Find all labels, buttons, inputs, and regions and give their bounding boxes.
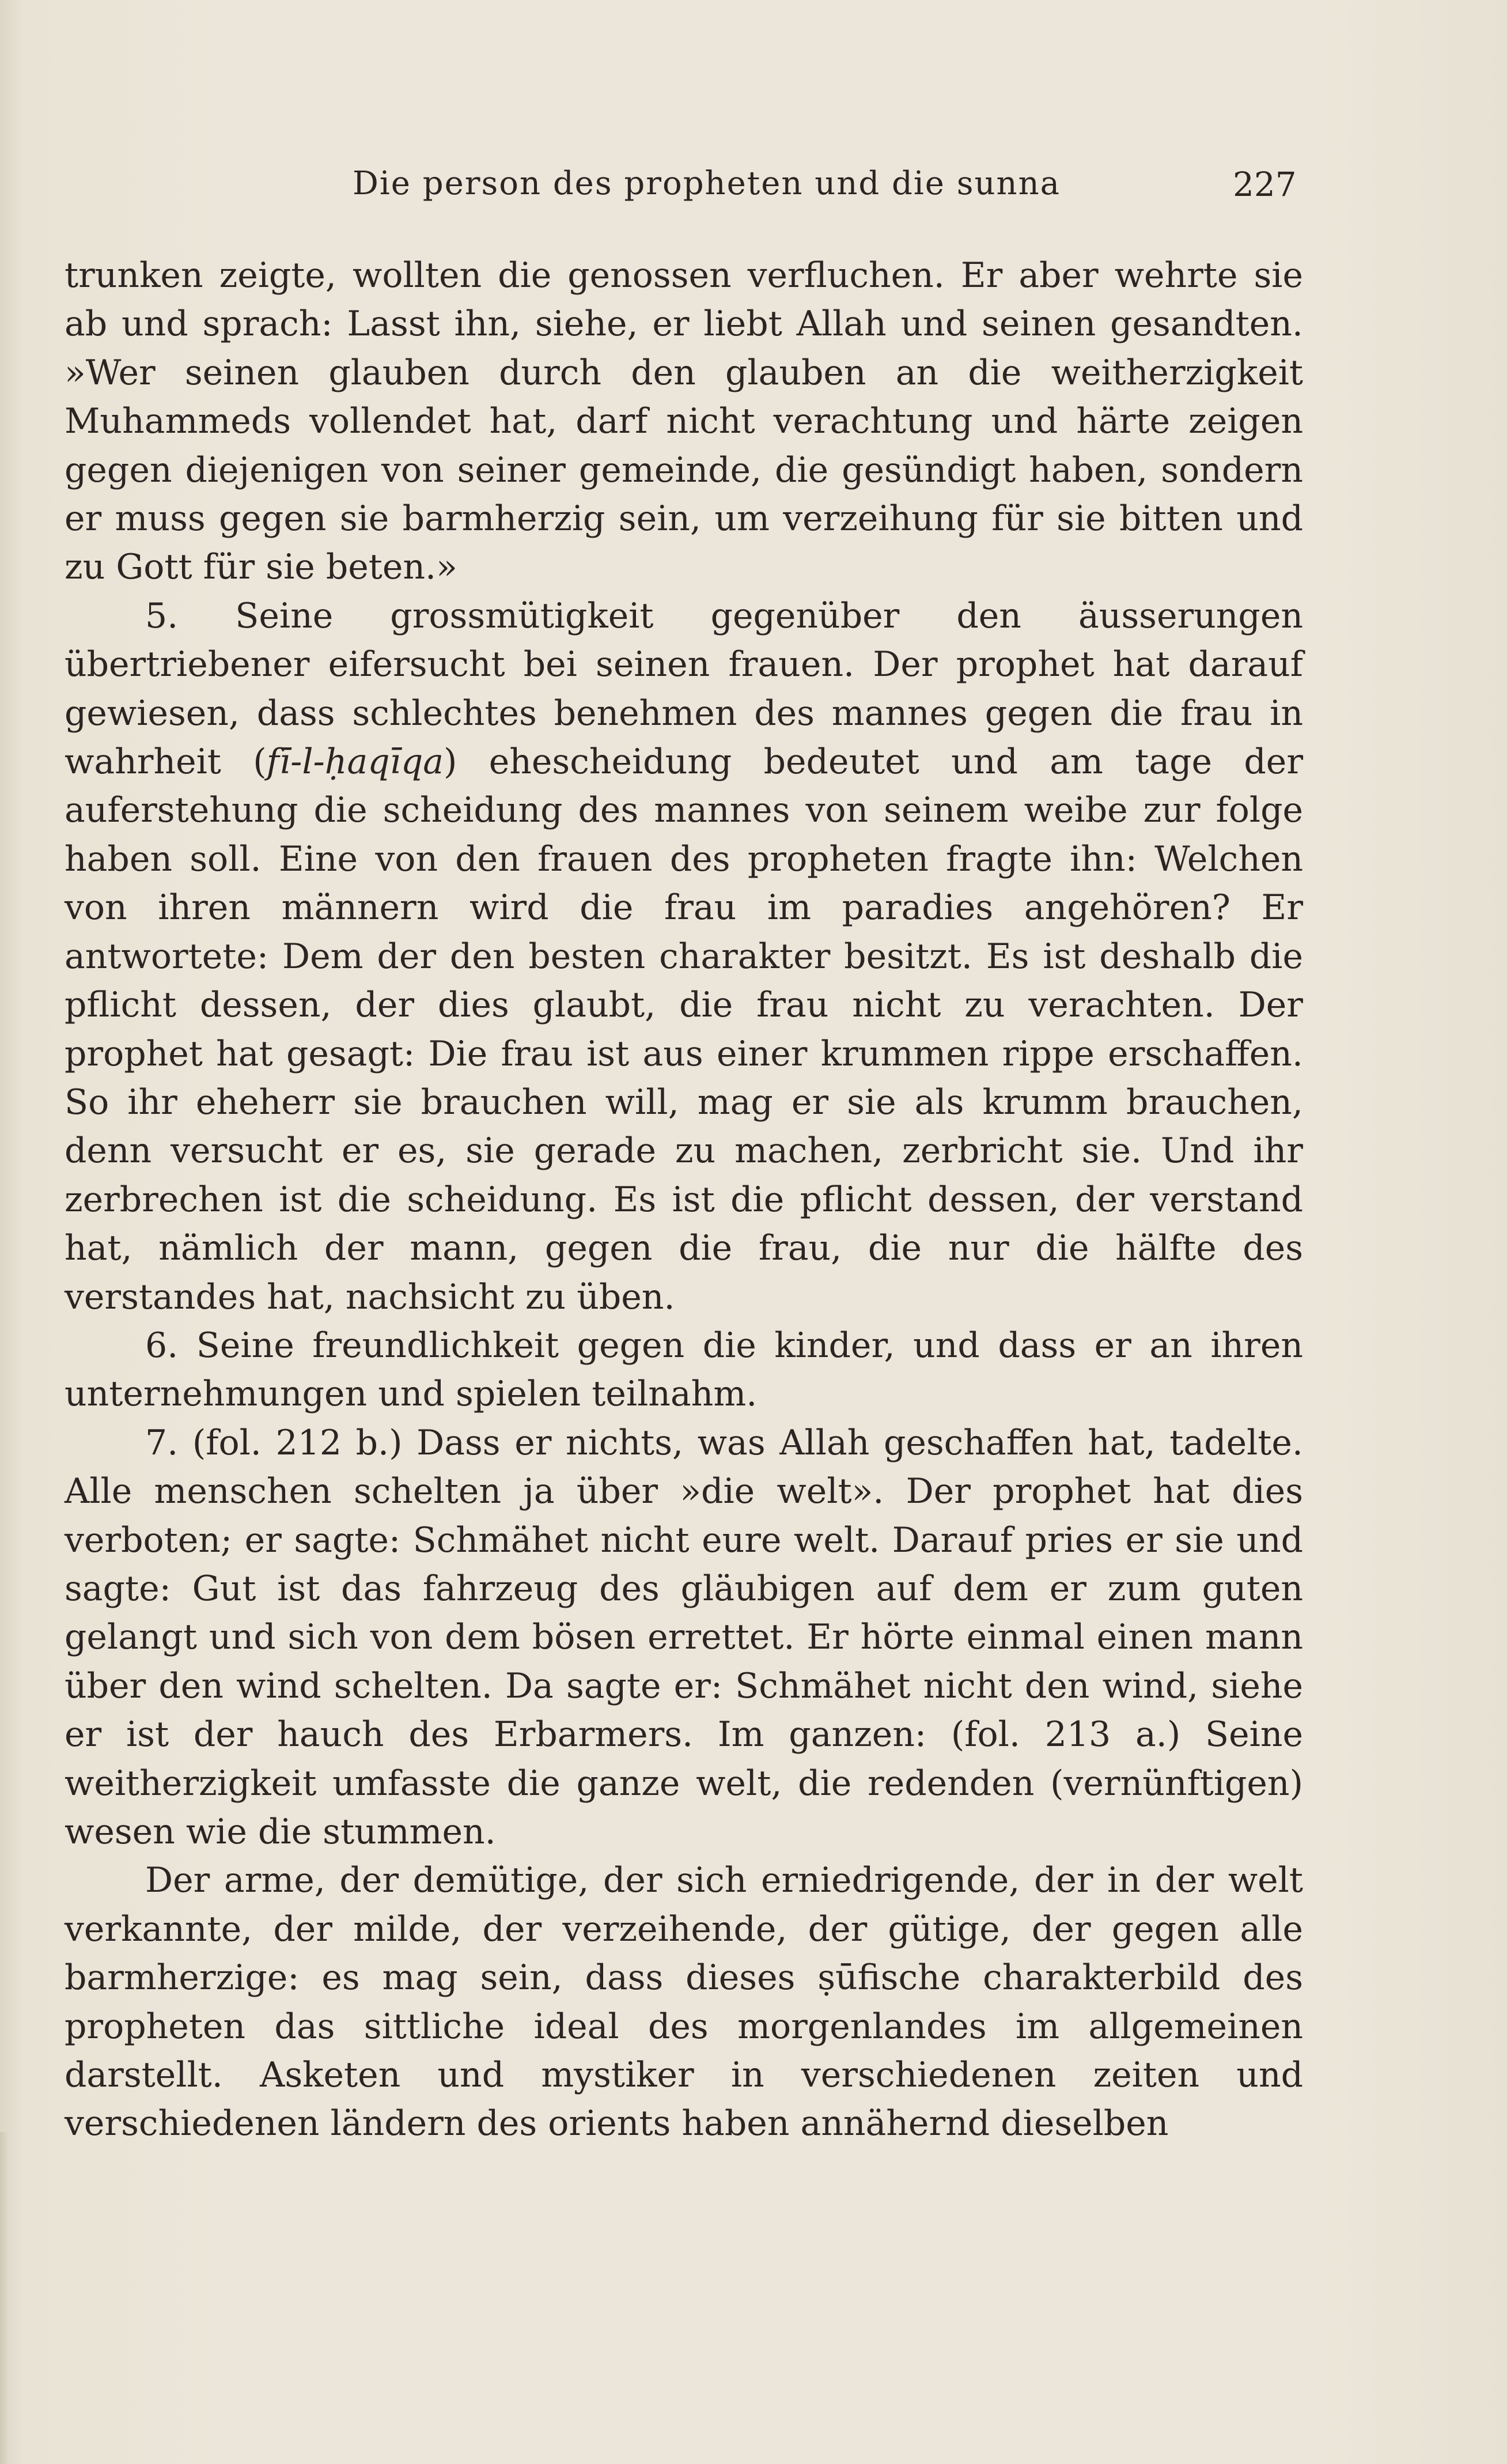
paragraph-text: 5. Seine grossmütigkeit gegenüber den äusserungen übertriebener eifersucht bei seinen frauen. Der prophet hat darauf gewiesen, dass schlechtes benehmen des mannes gegen die frau in wahrheit ( xyxy=(65,595,1303,783)
paragraph-text: ) ehescheidung bedeutet und am tage der auferstehung die scheidung des mannes von seinem weibe zur folge haben soll. Eine von den frauen des propheten fragte ihn: Welchen von ihren männern wird die frau im paradies angehören? Er antwortete: Dem der den besten charakter besitzt. Es ist deshalb die pflicht dessen, der dies glaubt, die frau nicht zu verachten. Der prophet hat gesagt: Die frau ist aus einer krummen rippe erschaffen. So ihr eheherr sie brauchen will, mag er sie als krumm brauchen, denn versucht er es, sie gerade zu machen, zerbricht sie. Und ihr zerbrechen ist die scheidung. Es ist die pflicht dessen, der verstand hat, nämlich der mann, gegen die frau, die nur die hälfte des verstandes hat, nachsicht zu üben. xyxy=(65,742,1303,1317)
page-number: 227 xyxy=(1233,165,1297,204)
transliterated-term: fī-l-ḥaqīqa xyxy=(266,742,444,783)
page-edge-shadow xyxy=(0,2132,8,2464)
running-head xyxy=(0,165,1507,211)
paragraph-item-5 xyxy=(65,592,1303,1321)
body-text xyxy=(65,251,1303,2148)
paragraph-conclusion: Der arme, der demütige, der sich erniedrigende, der in der welt verkannte, der milde, der verzeihende, der gütige, der gegen alle barmherzige: es mag sein, dass dieses ṣūfische charakterbild des propheten das sittliche ideal des morgenlandes im allgemeinen darstellt. Asketen und mystiker in verschiedenen zeiten und verschiedenen ländern des orients haben annähernd dieselben xyxy=(65,1860,1303,2144)
running-title: Die person des propheten und die sunna xyxy=(353,165,1061,202)
paragraph-item-7: 7. (fol. 212 b.) Dass er nichts, was Allah geschaffen hat, tadelte. Alle menschen schelten ja über »die welt». Der prophet hat dies verboten; er sagte: Schmähet nicht eure welt. Darauf pries er sie und sagte: Gut ist das fahrzeug des gläubigen auf dem er zum guten gelangt und sich von dem bösen errettet. Er hörte einmal einen mann über den wind schelten. Da sagte er: Schmähet nicht den wind, siehe er ist der hauch des Erbarmers. Im ganzen: (fol. 213 a.) Seine weitherzigkeit umfasste die ganze welt, die redenden (vernünftigen) wesen wie die stummen. xyxy=(65,1422,1303,1852)
paragraph-item-6: 6. Seine freundlichkeit gegen die kinder, und dass er an ihren unternehmungen und spielen teilnahm. xyxy=(65,1325,1303,1415)
paragraph-continuation: trunken zeigte, wollten die genossen verfluchen. Er aber wehrte sie ab und sprach: Lasst ihn, siehe, er liebt Allah und seinen gesandten. »Wer seinen glauben durch den glauben an die weitherzigkeit Muhammeds vollendet hat, darf nicht verachtung und härte zeigen gegen diejenigen von seiner gemeinde, die gesündigt haben, sondern er muss gegen sie barmherzig sein, um verzeihung für sie bitten und zu Gott für sie beten.» xyxy=(65,255,1303,588)
